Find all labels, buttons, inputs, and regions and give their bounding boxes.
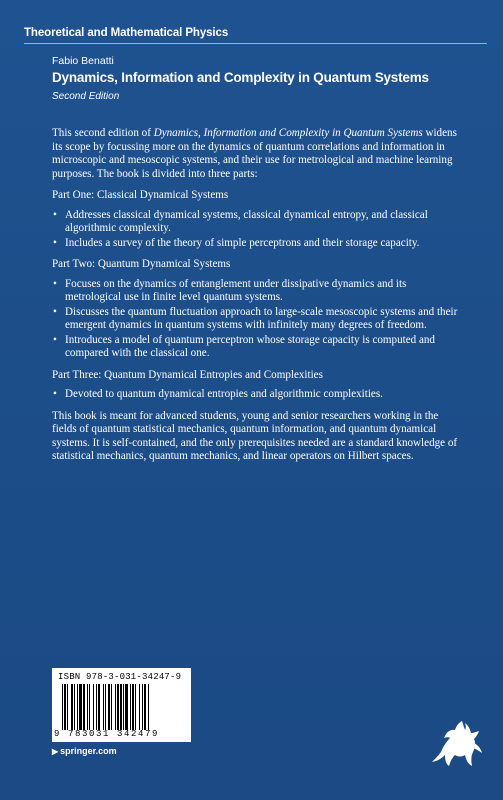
bullet-text: Discusses the quantum fluctuation approach to large-scale mesoscopic systems and their emergent dynamics in quantum systems with infinitely many degrees of freedom. bbox=[65, 305, 458, 331]
list-item bbox=[52, 278, 464, 305]
bullet-icon: • bbox=[53, 333, 57, 346]
list-item bbox=[52, 209, 464, 236]
bullet-text: Includes a survey of the theory of simple perceptrons and their storage capacity. bbox=[65, 236, 420, 249]
springer-horse-icon bbox=[428, 715, 484, 771]
blurb bbox=[52, 127, 464, 472]
part-two-heading: Part Two: Quantum Dynamical Systems bbox=[52, 258, 231, 270]
part-one-heading: Part One: Classical Dynamical Systems bbox=[52, 189, 229, 201]
part-three-heading: Part Three: Quantum Dynamical Entropies and Complexities bbox=[52, 368, 323, 381]
barcode-bars bbox=[62, 684, 184, 730]
closing-paragraph: This book is meant for advanced students, young and senior researchers working in the fields of quantum statistical mechanics, quantum information, and quantum dynamical systems. It is self-contained, and the only prerequisites needed are a standard knowledge of statistical mechanics, quantum mechanics, and linear operators on Hilbert spaces. bbox=[52, 409, 458, 462]
triangle-right-icon: ▶ bbox=[52, 747, 59, 756]
bullet-icon: • bbox=[53, 305, 57, 318]
list-item bbox=[52, 388, 464, 402]
isbn-label: ISBN 978-3-031-34247-9 bbox=[58, 672, 182, 682]
website-text: springer.com bbox=[60, 746, 117, 756]
part-one-bullets bbox=[52, 209, 464, 251]
author-name: Fabio Benatti bbox=[52, 55, 114, 67]
intro-paragraph bbox=[52, 127, 464, 181]
bullet-icon: • bbox=[53, 277, 57, 290]
bullet-icon: • bbox=[53, 208, 57, 221]
intro-lead: This second edition of bbox=[52, 127, 154, 139]
list-item bbox=[52, 306, 464, 333]
book-title: Dynamics, Information and Complexity in Quantum Systems bbox=[52, 70, 429, 85]
bullet-text: Addresses classical dynamical systems, classical dynamical entropy, and classical algorithmic complexity. bbox=[65, 208, 428, 234]
list-item bbox=[52, 334, 464, 361]
intro-title-italic: Dynamics, Information and Complexity in Quantum Systems bbox=[153, 127, 423, 139]
intro-rest: widens its scope by focussing more on the dynamics of quantum correlations and information in microscopic and mesoscopic systems, and their use for metrological and machine learning purposes. The book is divided into three parts: bbox=[52, 127, 457, 180]
series-divider bbox=[24, 43, 487, 44]
list-item bbox=[52, 237, 464, 251]
edition-label: Second Edition bbox=[52, 91, 120, 102]
bullet-icon: • bbox=[53, 388, 57, 400]
bullet-icon: • bbox=[53, 236, 57, 249]
barcode bbox=[52, 668, 191, 742]
series-name: Theoretical and Mathematical Physics bbox=[24, 27, 229, 39]
part-three-bullets bbox=[52, 388, 464, 402]
bullet-text: Focuses on the dynamics of entanglement under dissipative dynamics and its metrological use in finite level quantum systems. bbox=[65, 277, 407, 303]
barcode-digits: 9 783031 342479 bbox=[54, 729, 160, 739]
website-link[interactable] bbox=[52, 746, 117, 756]
part-two-bullets bbox=[52, 278, 464, 361]
bullet-text: Devoted to quantum dynamical entropies and algorithmic complexities. bbox=[65, 388, 383, 400]
bullet-text: Introduces a model of quantum perceptron whose storage capacity is computed and compared with the classical one. bbox=[65, 333, 435, 359]
